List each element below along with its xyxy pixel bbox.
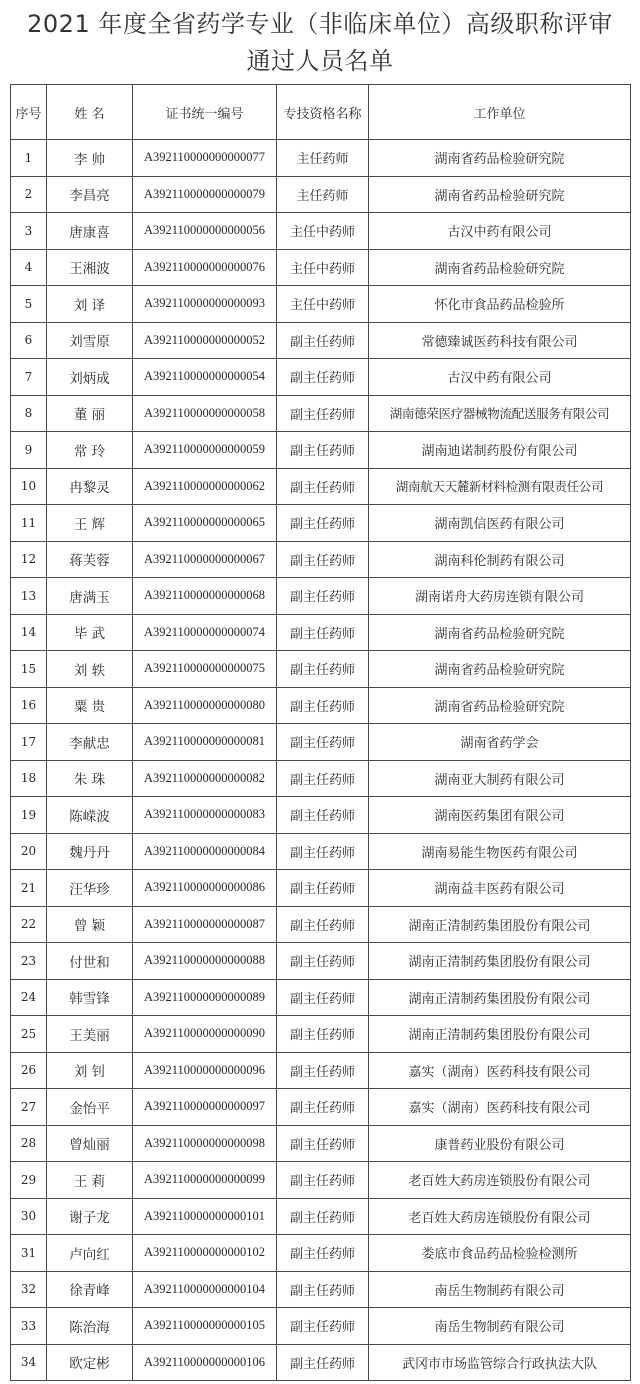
cell-name: 陈治海 [47,1308,133,1345]
cell-cert-number: A392110000000000074 [133,614,277,651]
cell-seq: 30 [11,1198,47,1235]
cell-qualification: 主任中药师 [277,213,369,250]
cell-qualification: 主任药师 [277,176,369,213]
cell-work-unit: 常德臻诚医药科技有限公司 [369,322,631,359]
header-cert-number: 证书统一编号 [133,85,277,140]
cell-cert-number: A392110000000000059 [133,432,277,469]
cell-name: 蒋芙蓉 [47,541,133,578]
cell-cert-number: A392110000000000067 [133,541,277,578]
cell-seq: 28 [11,1125,47,1162]
cell-cert-number: A392110000000000106 [133,1344,277,1381]
table-row [11,797,631,834]
table-row [11,724,631,761]
cell-seq: 5 [11,286,47,323]
header-seq: 序号 [11,85,47,140]
cell-cert-number: A392110000000000080 [133,687,277,724]
cell-qualification: 副主任药师 [277,687,369,724]
table-row [11,1089,631,1126]
cell-cert-number: A392110000000000077 [133,140,277,177]
table-row [11,833,631,870]
cell-seq: 3 [11,213,47,250]
cell-seq: 19 [11,797,47,834]
cell-work-unit: 湖南迪诺制药股份有限公司 [369,432,631,469]
cell-cert-number: A392110000000000105 [133,1308,277,1345]
cell-name: 谢子龙 [47,1198,133,1235]
cell-cert-number: A392110000000000090 [133,1016,277,1053]
header-qualification: 专技资格名称 [277,85,369,140]
cell-seq: 15 [11,651,47,688]
table-row [11,359,631,396]
cell-cert-number: A392110000000000054 [133,359,277,396]
cell-cert-number: A392110000000000056 [133,213,277,250]
table-row [11,651,631,688]
cell-work-unit: 古汉中药有限公司 [369,213,631,250]
table-row [11,286,631,323]
cell-seq: 24 [11,979,47,1016]
cell-qualification: 副主任药师 [277,1271,369,1308]
cell-qualification: 副主任药师 [277,1344,369,1381]
cell-qualification: 副主任药师 [277,797,369,834]
cell-name: 金怡平 [47,1089,133,1126]
cell-work-unit: 湖南省药学会 [369,724,631,761]
cell-qualification: 副主任药师 [277,1308,369,1345]
cell-seq: 6 [11,322,47,359]
cell-work-unit: 湖南省药品检验研究院 [369,687,631,724]
cell-seq: 20 [11,833,47,870]
approved-personnel-table [10,84,631,1381]
cell-name: 刘 译 [47,286,133,323]
cell-qualification: 副主任药师 [277,578,369,615]
cell-work-unit: 嘉实（湖南）医药科技有限公司 [369,1089,631,1126]
cell-name: 曾灿丽 [47,1125,133,1162]
table-row [11,1344,631,1381]
cell-seq: 7 [11,359,47,396]
cell-seq: 33 [11,1308,47,1345]
table-row [11,432,631,469]
cell-cert-number: A392110000000000102 [133,1235,277,1272]
cell-cert-number: A392110000000000079 [133,176,277,213]
cell-qualification: 副主任药师 [277,1125,369,1162]
cell-work-unit: 湖南正清制药集团股份有限公司 [369,906,631,943]
cell-work-unit: 湖南省药品检验研究院 [369,140,631,177]
cell-seq: 4 [11,249,47,286]
cell-name: 陈嵘波 [47,797,133,834]
cell-seq: 23 [11,943,47,980]
cell-seq: 11 [11,505,47,542]
header-name: 姓 名 [47,85,133,140]
cell-qualification: 副主任药师 [277,870,369,907]
cell-seq: 21 [11,870,47,907]
cell-cert-number: A392110000000000097 [133,1089,277,1126]
table-row [11,1125,631,1162]
cell-seq: 16 [11,687,47,724]
table-row [11,1308,631,1345]
cell-name: 李献忠 [47,724,133,761]
table-row [11,213,631,250]
cell-cert-number: A392110000000000058 [133,395,277,432]
cell-qualification: 副主任药师 [277,322,369,359]
cell-seq: 34 [11,1344,47,1381]
cell-name: 毕 武 [47,614,133,651]
cell-seq: 31 [11,1235,47,1272]
cell-qualification: 副主任药师 [277,833,369,870]
cell-name: 王美丽 [47,1016,133,1053]
cell-cert-number: A392110000000000052 [133,322,277,359]
cell-name: 韩雪锋 [47,979,133,1016]
cell-name: 朱 珠 [47,760,133,797]
cell-work-unit: 湖南亚大制药有限公司 [369,760,631,797]
table-row [11,578,631,615]
table-row [11,979,631,1016]
cell-cert-number: A392110000000000062 [133,468,277,505]
cell-work-unit: 湖南益丰医药有限公司 [369,870,631,907]
cell-qualification: 副主任药师 [277,1198,369,1235]
cell-qualification: 副主任药师 [277,432,369,469]
cell-work-unit: 湖南省药品检验研究院 [369,651,631,688]
cell-name: 唐满玉 [47,578,133,615]
cell-work-unit: 老百姓大药房连锁股份有限公司 [369,1162,631,1199]
cell-cert-number: A392110000000000096 [133,1052,277,1089]
table-row [11,1162,631,1199]
cell-seq: 25 [11,1016,47,1053]
table-row [11,322,631,359]
table-row [11,760,631,797]
cell-name: 卢向红 [47,1235,133,1272]
cell-seq: 12 [11,541,47,578]
cell-cert-number: A392110000000000075 [133,651,277,688]
cell-cert-number: A392110000000000098 [133,1125,277,1162]
cell-seq: 9 [11,432,47,469]
cell-cert-number: A392110000000000104 [133,1271,277,1308]
cell-seq: 17 [11,724,47,761]
cell-seq: 22 [11,906,47,943]
cell-qualification: 副主任药师 [277,1016,369,1053]
cell-work-unit: 湖南省药品检验研究院 [369,614,631,651]
cell-qualification: 副主任药师 [277,979,369,1016]
table-row [11,1271,631,1308]
cell-work-unit: 娄底市食品药品检验检测所 [369,1235,631,1272]
cell-cert-number: A392110000000000084 [133,833,277,870]
cell-qualification: 副主任药师 [277,1162,369,1199]
cell-name: 唐康喜 [47,213,133,250]
cell-qualification: 副主任药师 [277,505,369,542]
cell-work-unit: 古汉中药有限公司 [369,359,631,396]
table-row [11,1235,631,1272]
cell-cert-number: A392110000000000081 [133,724,277,761]
table-body [11,140,631,1381]
cell-name: 刘炳成 [47,359,133,396]
table-header-row [11,85,631,140]
document-title-line-1: 2021 年度全省药学专业（非临床单位）高级职称评审 [27,10,613,38]
cell-seq: 18 [11,760,47,797]
cell-seq: 32 [11,1271,47,1308]
cell-cert-number: A392110000000000093 [133,286,277,323]
table-row [11,249,631,286]
cell-work-unit: 康普药业股份有限公司 [369,1125,631,1162]
cell-name: 粟 贵 [47,687,133,724]
table-row [11,140,631,177]
cell-work-unit: 湖南易能生物医药有限公司 [369,833,631,870]
cell-cert-number: A392110000000000065 [133,505,277,542]
cell-name: 付世和 [47,943,133,980]
cell-work-unit: 湖南德荣医疗器械物流配送服务有限公司 [369,395,631,432]
cell-seq: 10 [11,468,47,505]
cell-work-unit: 武冈市市场监管综合行政执法大队 [369,1344,631,1381]
cell-cert-number: A392110000000000088 [133,943,277,980]
cell-work-unit: 湖南正清制药集团股份有限公司 [369,943,631,980]
cell-name: 刘 钊 [47,1052,133,1089]
cell-seq: 2 [11,176,47,213]
cell-seq: 8 [11,395,47,432]
cell-work-unit: 嘉实（湖南）医药科技有限公司 [369,1052,631,1089]
cell-work-unit: 老百姓大药房连锁股份有限公司 [369,1198,631,1235]
cell-work-unit: 湖南省药品检验研究院 [369,176,631,213]
cell-name: 常 玲 [47,432,133,469]
cell-qualification: 主任中药师 [277,249,369,286]
cell-work-unit: 湖南凯信医药有限公司 [369,505,631,542]
cell-qualification: 主任药师 [277,140,369,177]
cell-cert-number: A392110000000000101 [133,1198,277,1235]
cell-qualification: 副主任药师 [277,468,369,505]
cell-qualification: 副主任药师 [277,541,369,578]
cell-work-unit: 湖南航天天麓新材料检测有限责任公司 [369,468,631,505]
cell-cert-number: A392110000000000099 [133,1162,277,1199]
cell-name: 李 帅 [47,140,133,177]
table-row [11,1016,631,1053]
cell-cert-number: A392110000000000089 [133,979,277,1016]
cell-qualification: 副主任药师 [277,760,369,797]
cell-cert-number: A392110000000000068 [133,578,277,615]
cell-seq: 27 [11,1089,47,1126]
cell-seq: 14 [11,614,47,651]
cell-qualification: 副主任药师 [277,1089,369,1126]
cell-qualification: 副主任药师 [277,943,369,980]
table-row [11,541,631,578]
cell-work-unit: 湖南省药品检验研究院 [369,249,631,286]
cell-name: 李昌亮 [47,176,133,213]
cell-cert-number: A392110000000000086 [133,870,277,907]
table-row [11,1052,631,1089]
cell-qualification: 副主任药师 [277,614,369,651]
cell-seq: 29 [11,1162,47,1199]
cell-work-unit: 南岳生物制药有限公司 [369,1308,631,1345]
cell-name: 魏丹丹 [47,833,133,870]
cell-cert-number: A392110000000000082 [133,760,277,797]
header-work-unit: 工作单位 [369,85,631,140]
cell-seq: 1 [11,140,47,177]
cell-work-unit: 怀化市食品药品检验所 [369,286,631,323]
table-row [11,505,631,542]
table-row [11,468,631,505]
cell-name: 冉黎灵 [47,468,133,505]
cell-cert-number: A392110000000000083 [133,797,277,834]
cell-work-unit: 湖南科伦制药有限公司 [369,541,631,578]
table-row [11,687,631,724]
table-row [11,870,631,907]
cell-qualification: 副主任药师 [277,906,369,943]
cell-name: 董 丽 [47,395,133,432]
document-title-line-2: 通过人员名单 [246,47,394,75]
cell-name: 曾 颖 [47,906,133,943]
table-row [11,1198,631,1235]
cell-cert-number: A392110000000000076 [133,249,277,286]
cell-name: 王湘波 [47,249,133,286]
table-row [11,395,631,432]
cell-qualification: 副主任药师 [277,1235,369,1272]
cell-qualification: 主任中药师 [277,286,369,323]
cell-name: 欧定彬 [47,1344,133,1381]
cell-seq: 13 [11,578,47,615]
table-row [11,614,631,651]
table-row [11,176,631,213]
table-row [11,906,631,943]
cell-work-unit: 南岳生物制药有限公司 [369,1271,631,1308]
cell-qualification: 副主任药师 [277,395,369,432]
cell-work-unit: 湖南正清制药集团股份有限公司 [369,979,631,1016]
cell-cert-number: A392110000000000087 [133,906,277,943]
cell-name: 刘 轶 [47,651,133,688]
cell-qualification: 副主任药师 [277,359,369,396]
cell-qualification: 副主任药师 [277,1052,369,1089]
cell-name: 徐青峰 [47,1271,133,1308]
cell-name: 王 辉 [47,505,133,542]
cell-name: 汪华珍 [47,870,133,907]
cell-work-unit: 湖南正清制药集团股份有限公司 [369,1016,631,1053]
cell-qualification: 副主任药师 [277,724,369,761]
cell-name: 刘雪原 [47,322,133,359]
table-row [11,943,631,980]
cell-name: 王 莉 [47,1162,133,1199]
cell-seq: 26 [11,1052,47,1089]
cell-work-unit: 湖南医药集团有限公司 [369,797,631,834]
cell-work-unit: 湖南诺舟大药房连锁有限公司 [369,578,631,615]
cell-qualification: 副主任药师 [277,651,369,688]
